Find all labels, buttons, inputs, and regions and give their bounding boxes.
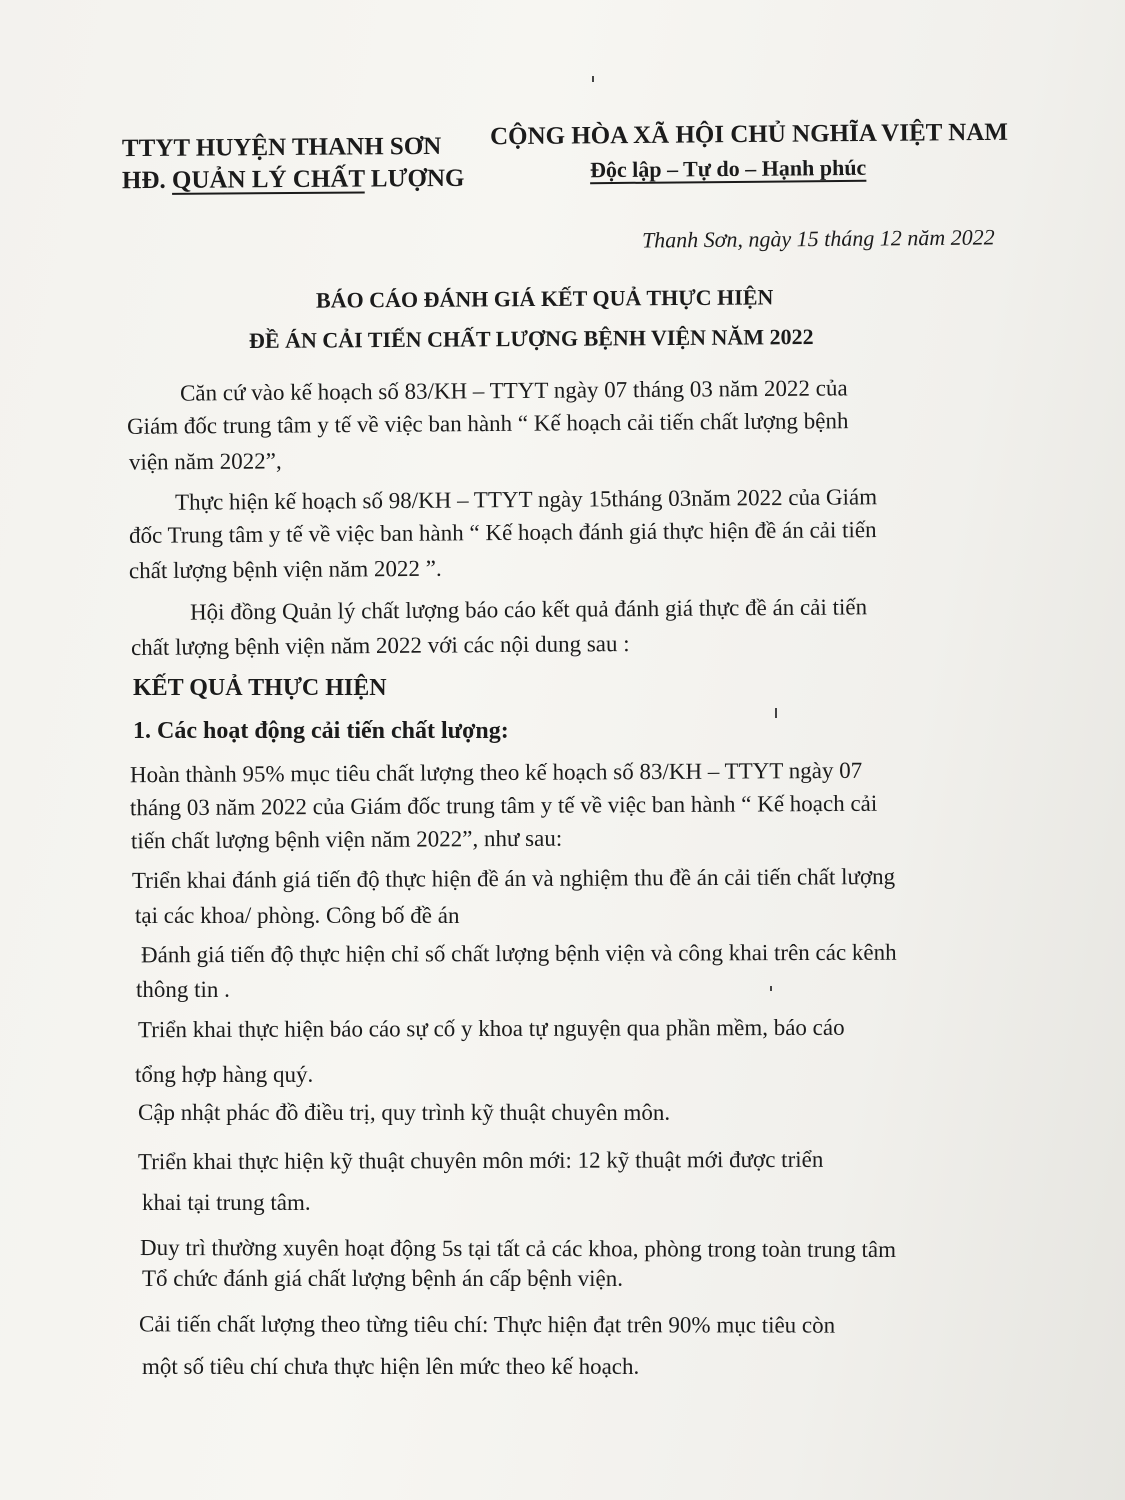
intro-para1-line1: Căn cứ vào kế hoạch số 83/KH – TTYT ngày 07 tháng 03 năm 2022 của <box>179 375 848 406</box>
ink-speck <box>775 708 777 718</box>
item-line4: thông tin . <box>136 977 230 1002</box>
results-subheading: 1. Các hoạt động cải tiến chất lượng: <box>133 718 509 744</box>
item-line9: khai tại trung tâm. <box>142 1190 311 1215</box>
report-title-line1: BÁO CÁO ĐÁNH GIÁ KẾT QUẢ THỰC HIỆN <box>315 284 774 313</box>
nation-title: CỘNG HÒA XÃ HỘI CHỦ NGHĨA VIỆT NAM <box>489 118 1008 151</box>
item-line6: tổng hợp hàng quý. <box>135 1062 314 1087</box>
intro-para2-line1: Thực hiện kế hoạch số 98/KH – TTYT ngày 15tháng 03năm 2022 của Giám <box>174 484 878 515</box>
item-line3: Đánh giá tiến độ thực hiện chỉ số chất lượng bệnh viện và công khai trên các kênh <box>140 939 897 968</box>
council-suffix: LƯỢNG <box>364 164 465 193</box>
intro-para1-line2: Giám đốc trung tâm y tế về việc ban hành “ Kế hoạch cải tiến chất lượng bệnh <box>126 408 849 439</box>
org-name: TTYT HUYỆN THANH SƠN <box>121 132 442 163</box>
report-title-line2: ĐỀ ÁN CẢI TIẾN CHẤT LƯỢNG BỆNH VIỆN NĂM 2022 <box>248 324 814 353</box>
intro-para1-line3: viện năm 2022”, <box>128 448 282 475</box>
item-line12: Cải tiến chất lượng theo từng tiêu chí: Thực hiện đạt trên 90% mục tiêu còn <box>138 1311 836 1338</box>
item-line7: Cập nhật phác đồ điều trị, quy trình kỹ thuật chuyên môn. <box>138 1100 671 1125</box>
ink-speck <box>592 76 594 82</box>
summary-line1: Hoàn thành 95% mục tiêu chất lượng theo kế hoạch số 83/KH – TTYT ngày 07 <box>129 757 863 788</box>
intro-para2-line3: chất lượng bệnh viện năm 2022 ”. <box>128 555 442 584</box>
intro-para2-line2: đốc Trung tâm y tế về việc ban hành “ Kế hoạch đánh giá thực hiện đề án cải tiến <box>128 517 877 548</box>
intro-para3-line1: Hội đồng Quản lý chất lượng báo cáo kết quả đánh giá thực đề án cải tiến <box>189 594 868 625</box>
intro-para3-line2: chất lượng bệnh viện năm 2022 với các nội dung sau : <box>130 631 630 660</box>
item-line1: Triển khai đánh giá tiến độ thực hiện đề án và nghiệm thu đề án cải tiến chất lượng <box>131 864 896 893</box>
summary-line3: tiến chất lượng bệnh viện năm 2022”, như sau: <box>130 825 563 854</box>
council-prefix: HĐ. <box>121 166 173 195</box>
issue-date: Thanh Sơn, ngày 15 tháng 12 năm 2022 <box>641 224 995 253</box>
item-line10: Duy trì thường xuyên hoạt động 5s tại tất cả các khoa, phòng trong toàn trung tâm <box>139 1235 897 1262</box>
item-line2: tại các khoa/ phòng. Công bố đề án <box>135 903 460 928</box>
item-line5: Triển khai thực hiện báo cáo sự cố y khoa tự nguyện qua phần mềm, báo cáo <box>137 1014 845 1043</box>
item-line13: một số tiêu chí chưa thực hiện lên mức theo kế hoạch. <box>142 1354 640 1379</box>
council-underlined: QUẢN LÝ CHẤT <box>171 165 365 194</box>
council-name <box>122 165 465 195</box>
summary-line2: tháng 03 năm 2022 của Giám đốc trung tâm y tế về việc ban hành “ Kế hoạch cải <box>129 790 878 821</box>
item-line8: Triển khai thực hiện kỹ thuật chuyên môn mới: 12 kỹ thuật mới được triển <box>137 1146 824 1175</box>
motto: Độc lập – Tự do – Hạnh phúc <box>589 154 867 183</box>
item-line11: Tổ chức đánh giá chất lượng bệnh án cấp bệnh viện. <box>142 1266 623 1291</box>
ink-speck <box>770 986 772 991</box>
results-heading: KẾT QUẢ THỰC HIỆN <box>133 675 387 701</box>
